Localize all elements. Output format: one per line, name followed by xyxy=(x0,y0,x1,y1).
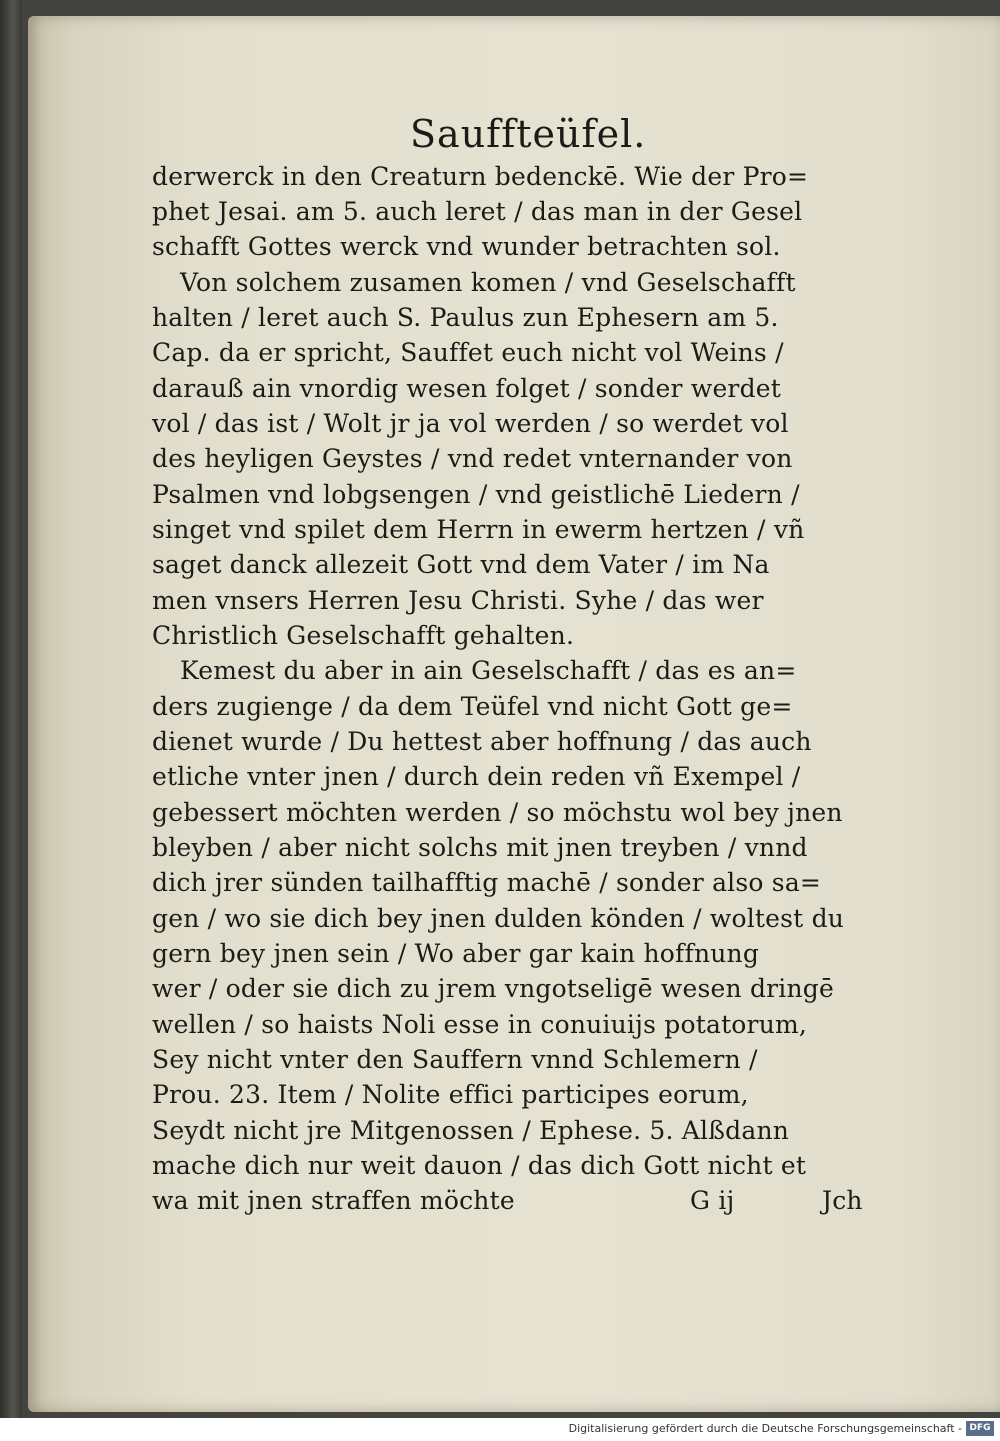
catchword: Jch xyxy=(822,1186,863,1215)
text-line: wellen / so haists Noli esse in conuiuijs potatorum, xyxy=(152,1010,808,1039)
funding-credit: Digitalisierung gefördert durch die Deutsche Forschungsgemeinschaft - xyxy=(568,1422,962,1435)
text-line: Psalmen vnd lobgsengen / vnd geistlichē Liedern / xyxy=(152,480,800,509)
text-line: wa mit jnen straffen möchte xyxy=(152,1186,515,1215)
text-line: men vnsers Herren Jesu Christi. Syhe / das wer xyxy=(152,586,764,615)
text-line: Kemest du aber in ain Geselschafft / das es an= xyxy=(180,656,797,685)
text-line: gen / wo sie dich bey jnen dulden könden / woltest du xyxy=(152,904,845,933)
text-line: phet Jesai. am 5. auch leret / das man in der Gesel xyxy=(152,197,803,226)
text-line: schafft Gottes werck vnd wunder betrachten sol. xyxy=(152,232,781,261)
running-head: Sauffteüfel. xyxy=(410,112,647,156)
text-line: Prou. 23. Item / Nolite effici participes eorum, xyxy=(152,1080,749,1109)
text-line: des heyligen Geystes / vnd redet vnternander von xyxy=(152,444,793,473)
text-line: dienet wurde / Du hettest aber hoffnung / das auch xyxy=(152,727,812,756)
text-line: Christlich Geselschafft gehalten. xyxy=(152,621,575,650)
text-line: bleyben / aber nicht solchs mit jnen treyben / vnnd xyxy=(152,833,808,862)
text-line: ders zugienge / da dem Teüfel vnd nicht Gott ge= xyxy=(152,692,793,721)
footer-bar xyxy=(0,1418,1000,1441)
signature-mark: G ij xyxy=(690,1186,735,1215)
text-line: gern bey jnen sein / Wo aber gar kain hoffnung xyxy=(152,939,760,968)
text-line: wer / oder sie dich zu jrem vngotseligē wesen dringē xyxy=(152,974,834,1003)
text-line: mache dich nur weit dauon / das dich Gott nicht et xyxy=(152,1151,807,1180)
text-line: Seydt nicht jre Mitgenossen / Ephese. 5. Alßdann xyxy=(152,1116,790,1145)
dfg-logo-icon: DFG xyxy=(966,1421,994,1436)
text-line: Von solchem zusamen komen / vnd Geselschafft xyxy=(180,268,796,297)
text-line: etliche vnter jnen / durch dein reden vñ Exempel / xyxy=(152,762,801,791)
text-line: vol / das ist / Wolt jr ja vol werden / so werdet vol xyxy=(152,409,789,438)
text-line: singet vnd spilet dem Herrn in ewerm hertzen / vñ xyxy=(152,515,805,544)
text-line: Sey nicht vnter den Sauffern vnnd Schlemern / xyxy=(152,1045,758,1074)
text-line: derwerck in den Creaturn bedenckē. Wie der Pro= xyxy=(152,162,809,191)
text-line: Cap. da er spricht, Sauffet euch nicht vol Weins / xyxy=(152,338,784,367)
text-line: halten / leret auch S. Paulus zun Ephesern am 5. xyxy=(152,303,779,332)
text-line: darauß ain vnordig wesen folget / sonder werdet xyxy=(152,374,782,403)
text-line: gebessert möchten werden / so möchstu wol bey jnen xyxy=(152,798,843,827)
text-line: saget danck allezeit Gott vnd dem Vater / im Na xyxy=(152,550,770,579)
text-line: dich jrer sünden tailhafftig machē / sonder also sa= xyxy=(152,868,822,897)
book-spine xyxy=(0,0,22,1418)
